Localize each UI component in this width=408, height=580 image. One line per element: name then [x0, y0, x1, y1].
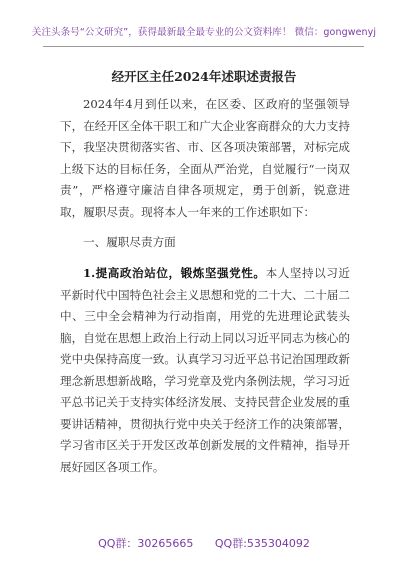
point-one-lead: 1.提高政治站位，锻炼坚强党性。: [83, 266, 266, 280]
document-title: 经开区主任2024年述职述责报告: [111, 69, 297, 84]
section-heading: 一、履职尽责方面: [83, 235, 176, 249]
point-one-body: 本人坚持以习近平新时代中国特色社会主义思想和党的二十大、二十届二中、三中全会精神为行动指南，用党的先进理论武装头脑，自觉在思想上政治上行动上同以习近平同志为核心的党中央保持高度一致。认真学习习近平总书记治国理政新理念新思想新战略，学习党章及党内条例法规，学习习近平总书记关于支持实体经济发展、支持民营企业发展的重要讲话精神，贯彻执行党中央关于经济工作的决策部署，学习省市区关于开发区改革创新发展的文件精神，指导开展好园区各项工作。: [60, 266, 350, 474]
header-notice: 关注头条号“公文研究”，获得最新最全最专业的公文资料库！ 微信：gongwenyj: [31, 27, 377, 38]
header-divider: [43, 46, 364, 47]
footer-qq-group-2: QQ群:535304092: [214, 537, 310, 550]
point-one-paragraph: [60, 263, 350, 478]
footer-contacts: [0, 535, 408, 551]
footer-qq-group-1: QQ群：30265665: [98, 537, 194, 550]
intro-paragraph: 2024年4月到任以来，在区委、区政府的坚强领导下，在经开区全体干职工和广大企业客商群众的大力支持下，我坚决贯彻落实省、市、区各项决策部署，对标完成上级下达的目标任务，全面从严治党，自觉履行“一岗双责”，严格遵守廉洁自律各项规定，勇于创新，锐意进取，履职尽责。现将本人一年来的工作述职如下：: [60, 97, 350, 219]
